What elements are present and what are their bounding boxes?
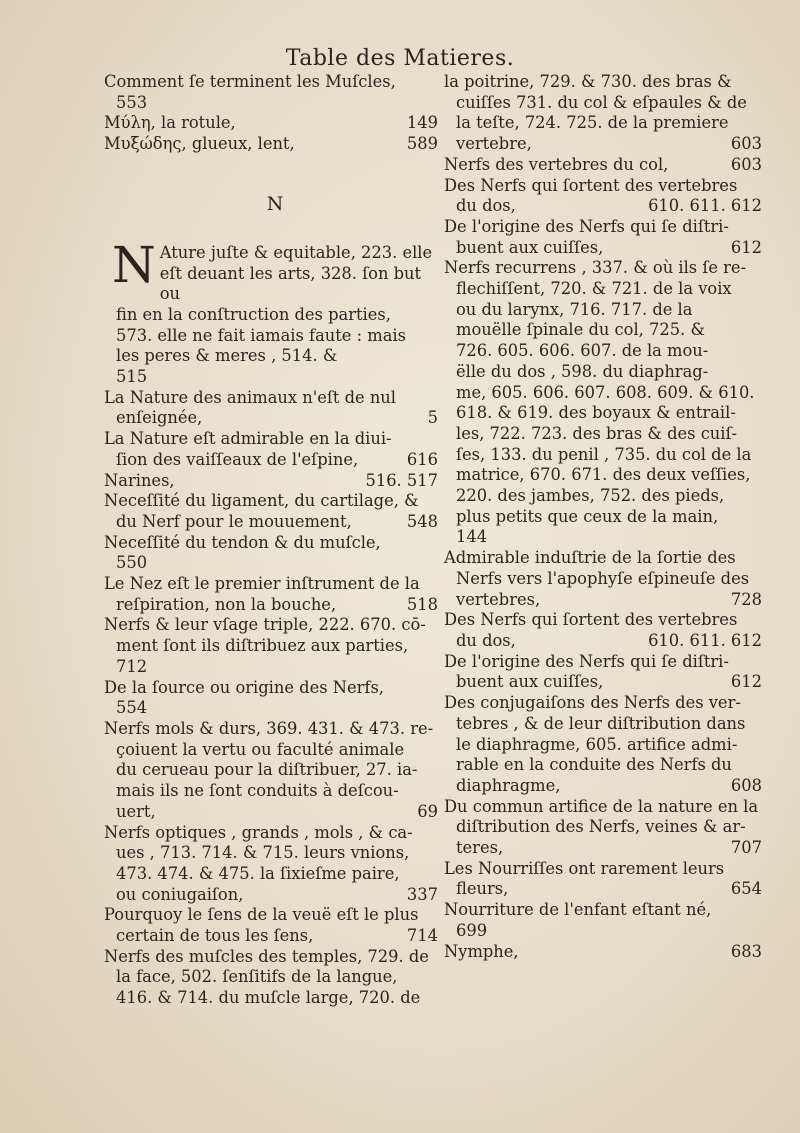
entry-line: la teſte, 724. 725. de la premiere (456, 113, 729, 133)
page-ref: 654 (730, 879, 762, 899)
entry-line: 144 (456, 527, 488, 547)
entry-line: 220. des jambes, 752. des pieds, (456, 486, 725, 506)
entry-line: ëlle du dos , 598. du diaphrag- (456, 361, 709, 381)
entry-line (104, 471, 438, 492)
entry-line: Neceſſité du ligament, du cartilage, & (104, 491, 419, 511)
entry-line: la poitrine, 729. & 730. des bras & (444, 72, 732, 91)
page-ref: 516. 517 (365, 470, 438, 490)
entry-line: De l'origine des Nerfs qui ſe diſtri- (444, 216, 729, 236)
left-column (104, 72, 438, 1009)
entry-line: diſtribution des Nerfs, veines & ar- (456, 817, 746, 837)
entry-line: rable en la conduite des Nerfs du (456, 755, 732, 775)
index-entry (444, 155, 762, 176)
entry-text: teres, (456, 838, 504, 858)
dropcap-line: Ature juſte & equitable, 223. elle (159, 242, 433, 262)
right-entries (444, 72, 762, 962)
entry-line (444, 672, 762, 693)
entry-line (444, 776, 762, 797)
entry-line: La Nature eſt admirable en la diui- (104, 429, 392, 449)
entry-line (444, 155, 762, 176)
entry-line: 416. & 714. du muſcle large, 720. de (116, 988, 421, 1008)
page-ref: 728 (730, 589, 762, 609)
index-entry (104, 491, 438, 532)
entry-line: Du commun artifice de la nature en la (444, 796, 759, 816)
left-bottom-entries (104, 388, 438, 1009)
entry-line: Neceſſité du tendon & du muſcle, (104, 532, 381, 552)
index-entry (104, 134, 438, 155)
entry-text: du dos, (456, 630, 516, 650)
index-entry (444, 859, 762, 900)
index-entry (444, 548, 762, 610)
entry-line: Comment ſe terminent les Muſcles, (104, 72, 396, 91)
entry-text: buent aux cuiſſes, (456, 672, 604, 692)
dropcap-line: les peres & meres , 514. & (116, 346, 338, 366)
index-entry (444, 900, 762, 941)
index-entry (444, 652, 762, 693)
dropcap-entry (104, 235, 438, 388)
entry-line: 550 (116, 553, 148, 573)
entry-line (104, 134, 438, 155)
entry-line: 553 (116, 92, 148, 112)
entry-text: diaphragme, (456, 775, 561, 795)
entry-line: Nerfs des muſcles des temples, 729. de (104, 946, 429, 966)
entry-text: fleurs, (456, 879, 509, 899)
entry-text: Μύλη, la rotule, (104, 113, 236, 133)
entry-text: enſeignée, (116, 408, 203, 428)
entry-line (104, 512, 438, 533)
page-ref: 603 (730, 154, 762, 174)
dropcap-line: 573. elle ne fait iamais faute : mais (116, 325, 406, 345)
page-ref: 149 (406, 113, 438, 133)
page-ref: 69 (417, 801, 438, 821)
index-entry (104, 533, 438, 574)
entry-line (444, 134, 762, 155)
entry-line: me, 605. 606. 607. 608. 609. & 610. (456, 382, 755, 402)
drop-cap: N (112, 235, 156, 294)
entry-text: vertebres, (456, 589, 541, 609)
entry-text: buent aux cuiſſes, (456, 237, 604, 257)
page-ref: 610. 611. 612 (648, 630, 762, 650)
index-entry (104, 615, 438, 677)
page-ref: 603 (730, 134, 762, 154)
index-entry (104, 574, 438, 615)
entry-line: ſes, 133. du penil , 735. du col de la (456, 444, 752, 464)
page-ref: 612 (730, 672, 762, 692)
entry-line (444, 942, 762, 963)
entry-line: 699 (456, 920, 488, 940)
entry-text: uert, (116, 801, 156, 821)
entry-line (104, 595, 438, 616)
index-entry (444, 217, 762, 258)
entry-text: Narines, (104, 470, 175, 490)
page-ref: 5 (427, 408, 438, 428)
entry-text: ſion des vaiſſeaux de l'eſpine, (116, 449, 359, 469)
page-ref: 518 (406, 594, 438, 614)
right-column (444, 72, 762, 962)
dropcap-line: 515 (116, 367, 148, 387)
page-ref: 707 (730, 838, 762, 858)
index-entry (104, 947, 438, 1009)
entry-line: 473. 474. & 475. la ſixieſme paire, (116, 863, 400, 883)
entry-line: Nerfs vers l'apophyſe eſpineuſe des (456, 568, 750, 588)
entry-text: vertebre, (456, 134, 532, 154)
page-ref: 548 (406, 511, 438, 531)
index-entry (104, 823, 438, 906)
index-entry (104, 72, 438, 113)
index-entry (444, 693, 762, 797)
entry-line (104, 926, 438, 947)
entry-text: du Nerf pour le mouuement, (116, 511, 352, 531)
entry-line (104, 408, 438, 429)
page-ref: 683 (730, 941, 762, 961)
page-ref: 337 (406, 884, 438, 904)
index-entry (104, 678, 438, 719)
entry-line: ment ſont ils diſtribuez aux parties, (116, 636, 409, 656)
entry-line (104, 113, 438, 134)
index-entry (104, 471, 438, 492)
entry-line: ou du larynx, 716. 717. de la (456, 299, 693, 319)
entry-line (444, 631, 762, 652)
entry-text: ou coniugaiſon, (116, 884, 244, 904)
entry-line: les, 722. 723. des bras & des cuiſ- (456, 423, 738, 443)
index-entry (444, 258, 762, 548)
entry-line: Des Nerfs qui ſortent des vertebres (444, 610, 738, 630)
entry-line: matrice, 670. 671. des deux veſſies, (456, 465, 751, 485)
section-letter: N (266, 192, 284, 215)
page-ref: 714 (406, 926, 438, 946)
entry-line: Les Nourriſſes ont rarement leurs (444, 858, 725, 878)
entry-line: Admirable induſtrie de la ſortie des (444, 548, 736, 568)
index-entry (104, 719, 438, 823)
entry-line (104, 802, 438, 823)
entry-line (104, 450, 438, 471)
index-entry (444, 610, 762, 651)
entry-line: çoiuent la vertu ou faculté animale (116, 739, 405, 759)
page-title: Table des Matieres. (285, 46, 515, 71)
entry-text: du dos, (456, 196, 516, 216)
entry-line: La Nature des animaux n'eſt de nul (104, 387, 396, 407)
page-ref: 589 (406, 134, 438, 154)
page-ref: 610. 611. 612 (648, 196, 762, 216)
index-entry (444, 176, 762, 217)
entry-line (444, 879, 762, 900)
entry-line: Le Nez eſt le premier inſtrument de la (104, 574, 420, 594)
entry-line: 618. & 619. des boyaux & entrail- (456, 403, 736, 423)
entry-text: certain de tous les ſens, (116, 926, 314, 946)
entry-line: tebres , & de leur diſtribution dans (456, 713, 746, 733)
entry-line: mouëlle ſpinale du col, 725. & (456, 320, 705, 340)
entry-line: Pourquoy le ſens de la veuë eſt le plus (104, 905, 419, 925)
index-entry (444, 72, 762, 155)
entry-line: De la ſource ou origine des Nerfs, (104, 677, 384, 697)
entry-line (444, 238, 762, 259)
dropcap-line: fin en la conſtruction des parties, (116, 304, 391, 324)
index-entry (444, 797, 762, 859)
entry-line: Nourriture de l'enfant eſtant né, (444, 900, 712, 920)
page-ref: 616 (406, 449, 438, 469)
index-entry (104, 905, 438, 946)
entry-line (444, 590, 762, 611)
entry-line: Nerfs recurrens , 337. & où ils ſe re- (444, 258, 747, 278)
entry-line: Nerfs mols & durs, 369. 431. & 473. re- (104, 718, 434, 738)
entry-line: Des Nerfs qui ſortent des vertebres (444, 175, 738, 195)
entry-line: 726. 605. 606. 607. de la mou- (456, 341, 709, 361)
entry-text: reſpiration, non la bouche, (116, 594, 337, 614)
entry-line: mais ils ne ſont conduits à deſcou- (116, 781, 399, 801)
entry-line: la face, 502. ſenſitifs de la langue, (116, 967, 398, 987)
entry-line: De l'origine des Nerfs qui ſe diſtri- (444, 651, 729, 671)
entry-text: Nymphe, (444, 941, 519, 961)
entry-line: Nerfs optiques , grands , mols , & ca- (104, 822, 413, 842)
entry-line (104, 885, 438, 906)
left-top-entries (104, 72, 438, 155)
entry-line: flechiſſent, 720. & 721. de la voix (456, 279, 732, 299)
index-entry (104, 113, 438, 134)
page-ref: 612 (730, 237, 762, 257)
index-entry (104, 388, 438, 429)
entry-line: Des conjugaiſons des Nerfs des ver- (444, 693, 741, 713)
entry-line: 554 (116, 698, 148, 718)
entry-text: Nerfs des vertebres du col, (444, 154, 669, 174)
entry-line (444, 196, 762, 217)
dropcap-line: eſt deuant les arts, 328. ſon but ou (159, 263, 422, 304)
entry-line: le diaphragme, 605. artifice admi- (456, 734, 738, 754)
index-entry (104, 429, 438, 470)
entry-text: Μυξώδης, glueux, lent, (104, 134, 295, 154)
entry-line: du cerueau pour la diſtribuer, 27. ia- (116, 760, 418, 780)
index-entry (444, 942, 762, 963)
page-ref: 608 (730, 775, 762, 795)
entry-line: cuiſſes 731. du col & eſpaules & de (456, 92, 747, 112)
entry-line: Nerfs & leur vſage triple, 222. 670. cō- (104, 615, 426, 635)
entry-line: 712 (116, 656, 148, 676)
entry-line (444, 838, 762, 859)
entry-line: ues , 713. 714. & 715. leurs vnions, (116, 843, 410, 863)
entry-line: plus petits que ceux de la main, (456, 506, 719, 526)
